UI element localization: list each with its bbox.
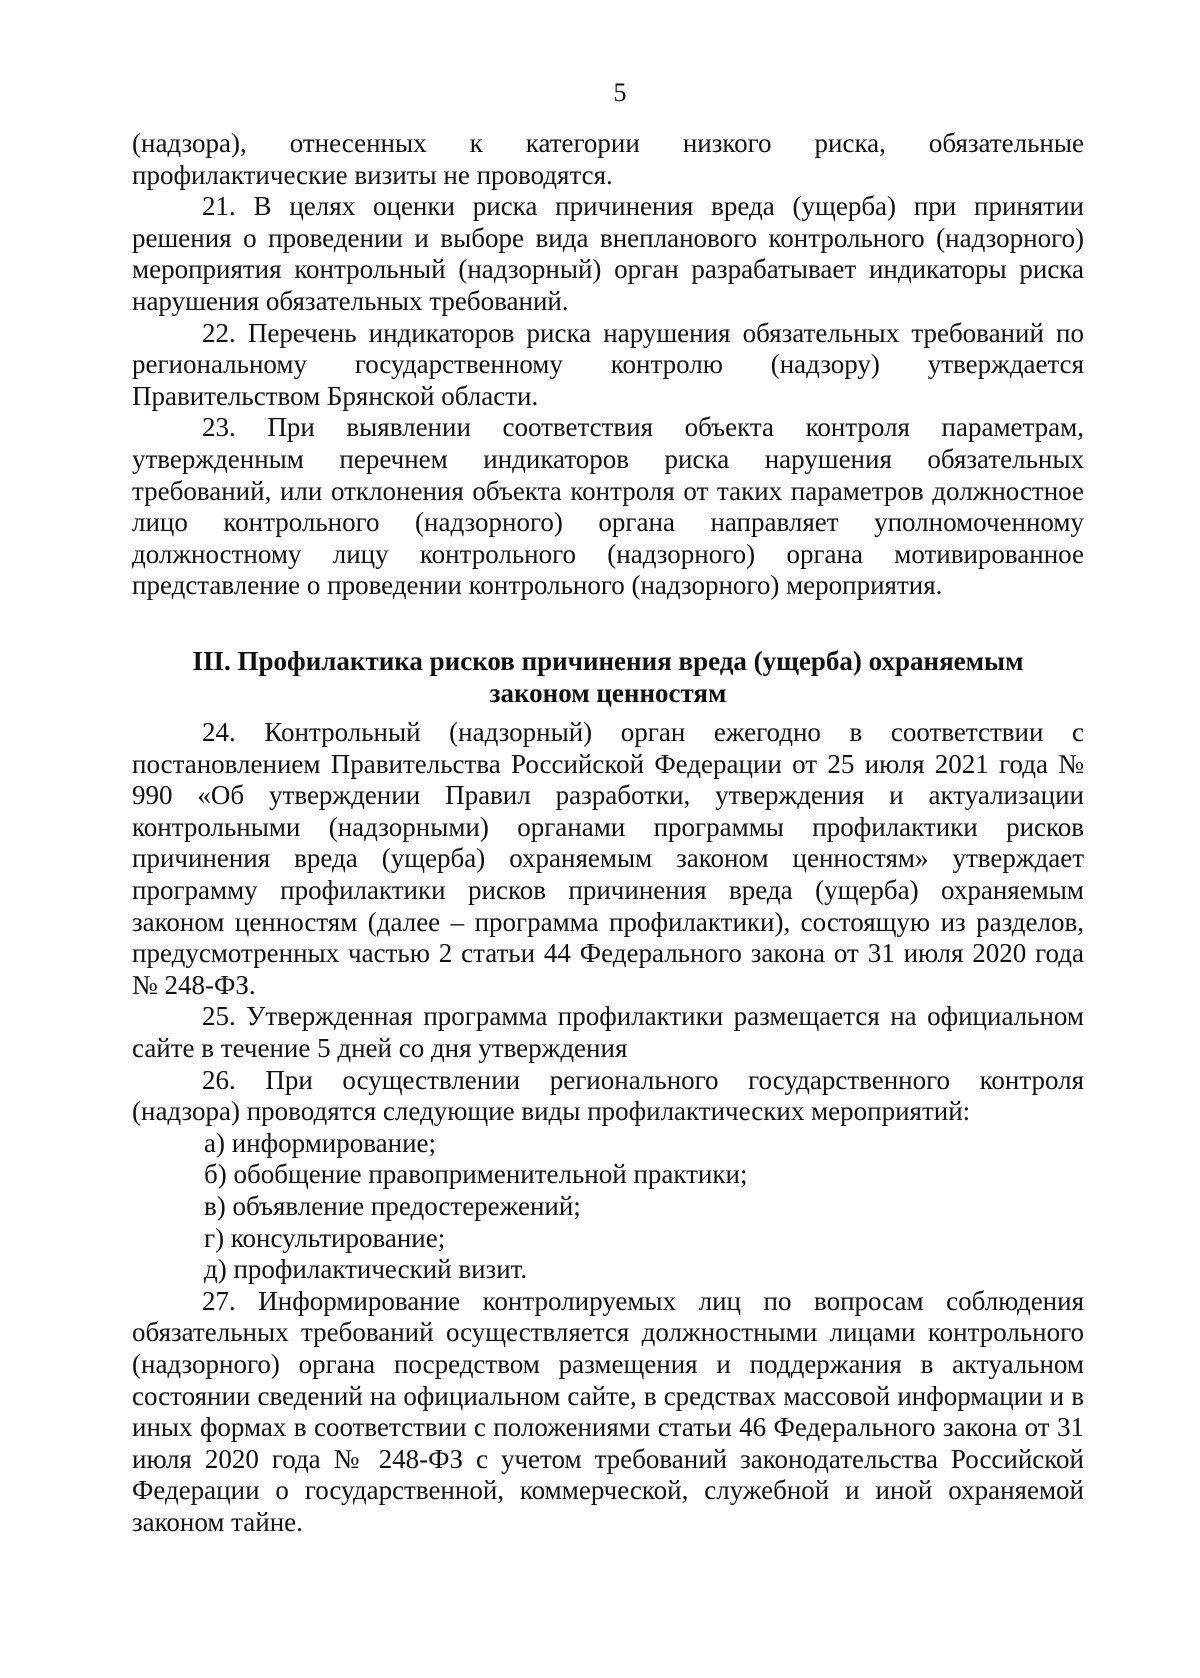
page-number: 5 <box>613 78 627 107</box>
measures-list <box>132 1128 1084 1286</box>
paragraph-21: 21. В целях оценки риска причинения вреда (ущерба) при принятии решения о проведении и выборе вида внепланового контрольного (надзорного) мероприятия контрольный (надзорный) орган разрабатывает индикаторы риска нарушения обязательных требований. <box>132 191 1084 316</box>
section-heading: III. Профилактика рисков причинения вреда (ущерба) охраняемым законом ценностям <box>192 645 1024 708</box>
list-item: а) информирование; <box>204 1127 437 1158</box>
paragraph-22: 22. Перечень индикаторов риска нарушения обязательных требований по региональному государственному контролю (надзору) утверждается Правительством Брянской области. <box>132 317 1084 411</box>
list-item: в) объявление предостережений; <box>204 1191 581 1221</box>
paragraph-27: 27. Информирование контролируемых лиц по вопросам соблюдения обязательных требований осуществляется должностными лицами контрольного (надзорного) органа посредством размещения и поддержания в актуальном состоянии сведений на официальном сайте, в средствах массовой информации и в иных формах в соответствии с положениями статьи 46 Федерального закона от 31 июля 2020 года № 248-ФЗ с учетом требований законодательства Российской Федерации о государственной, коммерческой, служебной и иной охраняемой законом тайне. <box>132 1285 1084 1537</box>
document-body <box>132 128 1084 1539</box>
paragraph-25: 25. Утвержденная программа профилактики размещается на официальном сайте в течение 5 дней со дня утверждения <box>132 1001 1084 1064</box>
paragraph-23: 23. При выявлении соответствия объекта контроля параметрам, утвержденным перечнем индикаторов риска нарушения обязательных требований, или отклонения объекта контроля от таких параметров должностное лицо контрольного (надзорного) органа направляет уполномоченному должностному лицу контрольного (надзорного) органа мотивированное представление о проведении контрольного (надзорного) мероприятия. <box>132 412 1084 601</box>
paragraph-continuation: (надзора), отнесенных к категории низкого риска, обязательные профилактические визиты не проводятся. <box>132 128 1084 190</box>
list-item: д) профилактический визит. <box>204 1254 528 1285</box>
list-item: г) консультирование; <box>204 1222 446 1253</box>
list-item: б) обобщение правоприменительной практики; <box>204 1159 748 1190</box>
paragraph-24: 24. Контрольный (надзорный) орган ежегодно в соответствии с постановлением Правительства Российской Федерации от 25 июля 2021 года № 990 «Об утверждении Правил разработки, утверждения и актуализации контрольными (надзорными) органами программы профилактики рисков причинения вреда (ущерба) охраняемым законом ценностям» утверждает программу профилактики рисков причинения вреда (ущерба) охраняемым законом ценностям (далее – программа профилактики), состоящую из разделов, предусмотренных частью 2 статьи 44 Федерального закона от 31 июля 2020 года № 248-ФЗ. <box>132 717 1084 1000</box>
paragraph-26: 26. При осуществлении регионального государственного контроля (надзора) проводятся следующие виды профилактических мероприятий: <box>132 1064 1084 1127</box>
